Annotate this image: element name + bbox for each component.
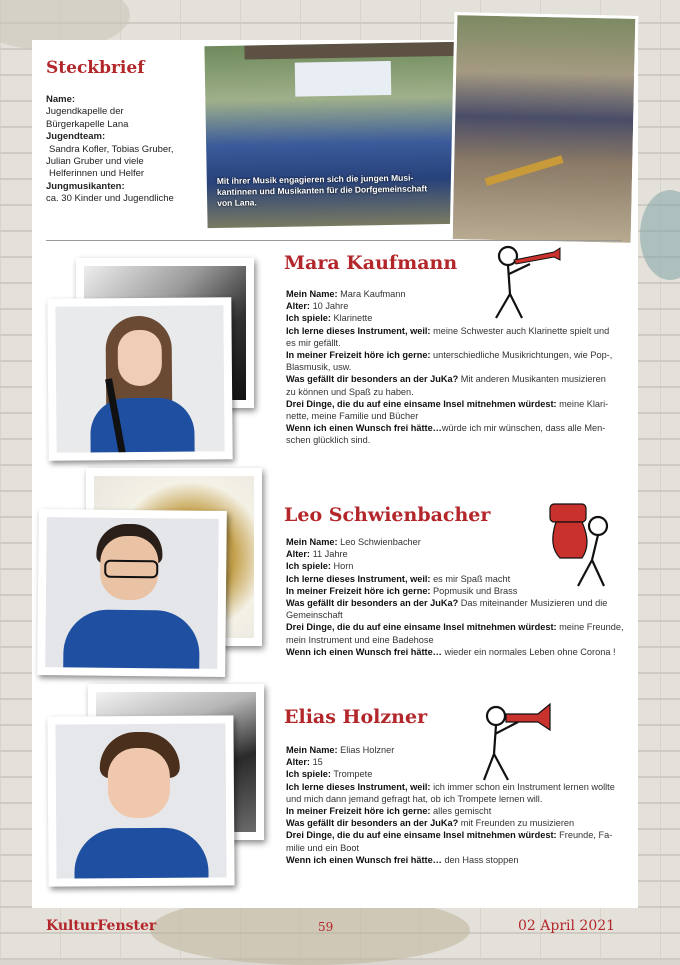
building-roof	[244, 42, 456, 60]
label-name: Mein Name:	[286, 745, 338, 755]
label-plays: Ich spiele:	[286, 769, 331, 780]
shirt	[74, 828, 208, 879]
value-freetime-1: Popmusik und Brass	[433, 585, 518, 596]
group-photo-caption	[217, 172, 428, 209]
portrait-mara	[47, 297, 232, 461]
musicians-value: ca. 30 Kinder und Jugendliche	[46, 193, 174, 205]
label-age: Alter:	[286, 549, 310, 560]
value-likes-1: mit Freunden zu musizieren	[460, 818, 575, 829]
value-instrument: Horn	[333, 561, 354, 572]
team-value-3: Helferinnen und Helfer	[49, 168, 145, 180]
value-freetime-1: unterschiedliche Musikrichtungen, wie Pop-,	[433, 350, 613, 361]
value-why-1: meine Schwester auch Klarinette spielt und	[433, 325, 610, 336]
face	[118, 330, 162, 386]
group-photo-band	[204, 42, 459, 228]
label-name: Mein Name:	[286, 289, 338, 299]
portrait-elias	[47, 715, 234, 886]
team-value-1: Sandra Kofler, Tobias Gruber,	[49, 143, 174, 155]
section-divider	[46, 240, 622, 241]
value-name: Mara Kaufmann	[340, 289, 406, 299]
value-island-1: meine Freunde,	[559, 622, 624, 633]
label-island: Drei Dinge, die du auf eine einsame Insel mitnehmen würdest:	[286, 622, 557, 633]
value-island-2: nette, meine Familie und Bücher	[286, 411, 419, 422]
value-wish-2: schen glücklich sind.	[286, 435, 371, 446]
label-why: Ich lerne dieses Instrument, weil:	[286, 325, 431, 336]
value-island-2: mein Instrument und eine Badehose	[286, 634, 434, 645]
footer-date: 02 April 2021	[518, 918, 616, 934]
label-wish: Wenn ich einen Wunsch frei hätte…	[286, 646, 442, 657]
steckbrief-body	[46, 94, 216, 206]
label-why: Ich lerne dieses Instrument, weil:	[286, 781, 431, 792]
team-label: Jugendteam:	[46, 131, 106, 143]
value-why-1: ich immer schon ein Instrument lernen wollte	[433, 781, 615, 792]
profile-info-elias	[286, 744, 626, 866]
shirt	[63, 609, 200, 669]
value-why-2: es mir gefällt.	[286, 337, 341, 348]
value-name: Leo Schwienbacher	[340, 537, 421, 547]
label-likes: Was gefällt dir besonders an der JuKa?	[286, 374, 459, 385]
glasses	[104, 560, 158, 579]
profile-heading-mara: Mara Kaufmann	[284, 252, 458, 274]
label-plays: Ich spiele:	[286, 313, 331, 324]
value-wish-1: wieder ein normales Leben ohne Corona !	[444, 646, 616, 657]
label-plays: Ich spiele:	[286, 561, 331, 572]
label-freetime: In meiner Freizeit höre ich gerne:	[286, 806, 431, 817]
steckbrief-title: Steckbrief	[46, 58, 145, 78]
profile-heading-leo: Leo Schwienbacher	[284, 504, 491, 526]
value-age: 10 Jahre	[312, 301, 349, 312]
value-island-2: milie und ein Boot	[286, 842, 360, 853]
team-value-2: Julian Gruber und viele	[46, 156, 144, 168]
value-island-1: Freunde, Fa-	[559, 830, 613, 841]
label-island: Drei Dinge, die du auf eine einsame Insel mitnehmen würdest:	[286, 830, 557, 841]
magazine-page	[32, 40, 638, 908]
profile-info-mara	[286, 288, 626, 447]
portrait-leo	[37, 509, 227, 677]
label-island: Drei Dinge, die du auf eine einsame Insel mitnehmen würdest:	[286, 398, 557, 409]
name-label: Name:	[46, 94, 76, 105]
label-wish: Wenn ich einen Wunsch frei hätte…	[286, 423, 442, 434]
face	[108, 748, 170, 818]
label-age: Alter:	[286, 301, 310, 312]
value-age: 11 Jahre	[312, 549, 348, 560]
musicians-label: Jungmusikanten:	[46, 180, 125, 192]
profile-info-leo	[286, 536, 626, 658]
bench	[485, 155, 564, 186]
value-instrument: Klarinette	[333, 313, 373, 324]
footer-page-number: 59	[318, 920, 334, 934]
label-freetime: In meiner Freizeit höre ich gerne:	[286, 350, 431, 361]
value-freetime-2: Blasmusik, usw.	[286, 362, 352, 373]
label-name: Mein Name:	[286, 537, 338, 547]
label-why: Ich lerne dieses Instrument, weil:	[286, 573, 431, 584]
group-photo-playground	[450, 12, 639, 246]
label-age: Alter:	[286, 757, 310, 768]
value-likes-2: Gemeinschaft	[286, 610, 343, 621]
value-likes-2: zu können und Spaß zu haben.	[286, 386, 414, 397]
caption-line-3: von Lana.	[217, 197, 257, 209]
value-wish-1: würde ich mir wünschen, dass alle Men-	[441, 423, 606, 434]
label-wish: Wenn ich einen Wunsch frei hätte…	[286, 854, 442, 865]
value-instrument: Trompete	[333, 769, 373, 780]
value-likes-1: Mit anderen Musikanten musizieren	[460, 374, 606, 385]
name-value-1: Jugendkapelle der	[46, 106, 124, 118]
label-likes: Was gefällt dir besonders an der JuKa?	[286, 818, 459, 829]
label-likes: Was gefällt dir besonders an der JuKa?	[286, 598, 459, 609]
shirt	[90, 398, 195, 453]
name-value-2: Bürgerkapelle Lana	[46, 118, 129, 130]
profile-heading-elias: Elias Holzner	[284, 706, 428, 728]
label-freetime: In meiner Freizeit höre ich gerne:	[286, 585, 431, 596]
value-island-1: meine Klari-	[559, 398, 609, 409]
value-name: Elias Holzner	[340, 745, 395, 755]
value-freetime-1: alles gemischt	[433, 806, 492, 817]
value-why-1: es mir Spaß macht	[433, 573, 511, 584]
footer-brand: KulturFenster	[46, 918, 157, 934]
value-age: 15	[312, 757, 323, 768]
caption-line-2: kantinnen und Musikanten für die Dorfgemeinschaft	[216, 183, 428, 198]
caption-line-1: Mit ihrer Musik engagieren sich die jungen Musi-	[216, 172, 414, 187]
banner	[295, 61, 392, 97]
value-likes-1: Das miteinander Musizieren und die	[460, 598, 608, 609]
value-wish-1: den Hass stoppen	[444, 854, 519, 865]
value-why-2: und mich dann jemand gefragt hat, ob ich Trompete lernen will.	[286, 793, 543, 804]
